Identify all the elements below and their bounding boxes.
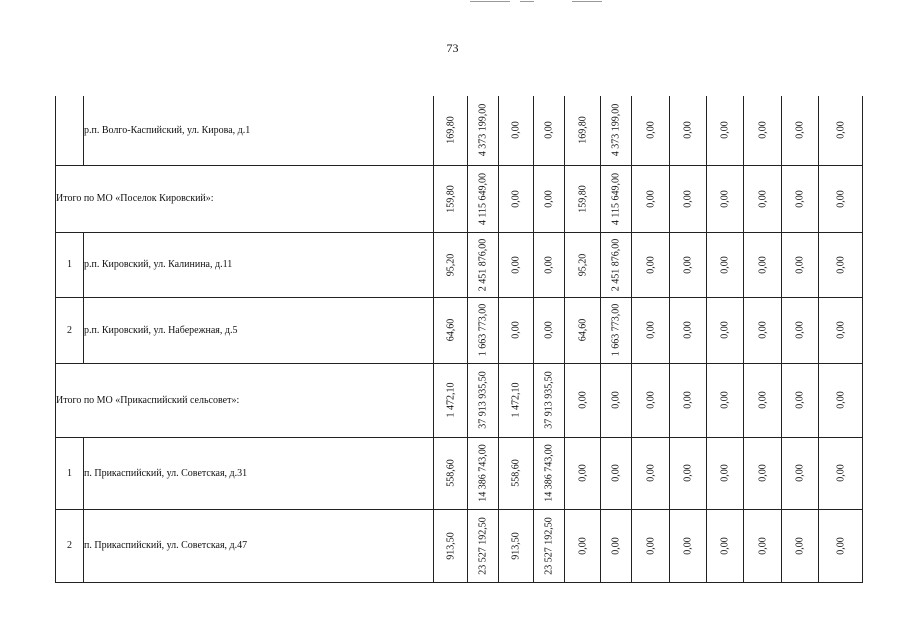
scan-mark-top [470, 1, 510, 2]
value-text: 0,00 [645, 189, 656, 208]
value-cell [434, 363, 468, 437]
value-cell [601, 232, 632, 297]
value-cell [534, 437, 565, 509]
value-cell [707, 297, 744, 363]
value-cell [534, 165, 565, 232]
value-text: 0,00 [510, 255, 522, 274]
value-text: 0,00 [757, 189, 768, 208]
value-cell [499, 96, 534, 165]
value-text: 0,00 [510, 189, 522, 208]
value-cell [819, 297, 863, 363]
value-text: 37 913 935,50 [477, 371, 489, 429]
value-text: 0,00 [719, 321, 731, 339]
value-text: 0,00 [794, 321, 806, 339]
value-text: 1 472,10 [510, 382, 522, 418]
value-text: 0,00 [510, 121, 522, 139]
value-text: 0,00 [645, 321, 656, 339]
value-cell [499, 437, 534, 509]
value-text: 0,00 [682, 464, 694, 482]
value-text: 169,80 [445, 116, 456, 144]
value-cell [499, 509, 534, 582]
table-row [56, 509, 863, 582]
value-cell [601, 96, 632, 165]
value-cell [468, 232, 499, 297]
value-text: 0,00 [794, 121, 806, 139]
scan-mark-top [520, 1, 534, 2]
table-body [56, 96, 863, 582]
value-text: 0,00 [682, 321, 694, 339]
value-cell [819, 363, 863, 437]
value-text: 4 115 649,00 [477, 172, 489, 225]
value-cell [744, 509, 782, 582]
value-cell [468, 96, 499, 165]
value-text: 169,80 [577, 116, 588, 144]
value-cell [782, 437, 819, 509]
table-row [56, 96, 863, 165]
value-cell [782, 232, 819, 297]
value-cell [565, 437, 601, 509]
value-cell [670, 437, 707, 509]
value-text: 0,00 [757, 255, 768, 274]
value-cell [819, 509, 863, 582]
value-cell [707, 363, 744, 437]
value-text: 0,00 [682, 121, 694, 139]
value-cell [782, 363, 819, 437]
value-text: 0,00 [510, 321, 522, 339]
value-text: 159,80 [577, 184, 588, 213]
value-cell [434, 96, 468, 165]
value-cell [468, 297, 499, 363]
value-text: 4 373 199,00 [477, 104, 489, 157]
value-cell [565, 509, 601, 582]
value-cell [744, 232, 782, 297]
address-cell: р.п. Волго-Каспийский, ул. Кирова, д.1 [84, 96, 434, 165]
value-text: 0,00 [794, 255, 806, 274]
value-text: 2 451 876,00 [477, 238, 489, 291]
value-text: 0,00 [794, 189, 806, 208]
value-cell [744, 96, 782, 165]
value-cell [670, 165, 707, 232]
value-text: 0,00 [757, 464, 768, 482]
value-text: 0,00 [719, 391, 731, 409]
value-text: 0,00 [682, 391, 694, 409]
value-cell [670, 363, 707, 437]
value-text: 0,00 [835, 189, 846, 208]
value-text: 0,00 [757, 536, 768, 555]
value-cell [434, 437, 468, 509]
value-text: 0,00 [757, 121, 768, 139]
value-cell [601, 363, 632, 437]
value-text: 0,00 [610, 391, 622, 409]
value-text: 0,00 [645, 464, 656, 482]
value-cell [468, 363, 499, 437]
value-text: 4 373 199,00 [610, 104, 622, 157]
total-label: Итого по МО «Поселок Кировский»: [56, 165, 434, 232]
value-text: 0,00 [835, 536, 846, 555]
value-cell [632, 232, 670, 297]
value-cell [434, 297, 468, 363]
value-text: 159,80 [445, 184, 456, 213]
table-row [56, 437, 863, 509]
value-cell [632, 437, 670, 509]
value-cell [632, 96, 670, 165]
address-cell: п. Прикаспийский, ул. Советская, д.31 [84, 437, 434, 509]
data-table [55, 96, 863, 583]
value-text: 0,00 [645, 536, 656, 555]
value-text: 0,00 [645, 255, 656, 274]
value-cell [565, 96, 601, 165]
value-text: 95,20 [445, 253, 456, 276]
value-cell [632, 165, 670, 232]
value-cell [534, 509, 565, 582]
value-text: 64,60 [577, 318, 588, 342]
value-cell [434, 509, 468, 582]
value-cell [819, 165, 863, 232]
value-text: 95,20 [577, 253, 588, 276]
value-cell [565, 232, 601, 297]
value-text: 0,00 [719, 536, 731, 555]
value-text: 0,00 [835, 464, 846, 482]
address-cell: р.п. Кировский, ул. Набережная, д.5 [84, 297, 434, 363]
value-text: 14 386 743,00 [477, 444, 489, 502]
value-cell [601, 297, 632, 363]
value-cell [707, 509, 744, 582]
value-text: 913,50 [510, 531, 522, 560]
value-cell [707, 165, 744, 232]
value-text: 0,00 [543, 255, 555, 274]
row-number [56, 96, 84, 165]
value-text: 0,00 [645, 391, 656, 409]
value-text: 0,00 [835, 121, 846, 139]
value-cell [601, 509, 632, 582]
value-text: 1 663 773,00 [610, 303, 622, 357]
table-row [56, 297, 863, 363]
value-cell [744, 297, 782, 363]
value-text: 64,60 [445, 318, 456, 342]
value-text: 0,00 [719, 121, 731, 139]
value-cell [707, 437, 744, 509]
page-number: 73 [446, 41, 459, 55]
value-text: 0,00 [757, 321, 768, 339]
value-cell [632, 363, 670, 437]
table-row-total [56, 165, 863, 232]
value-cell [601, 437, 632, 509]
value-cell [819, 96, 863, 165]
value-text: 0,00 [719, 255, 731, 274]
value-cell [499, 232, 534, 297]
value-cell [565, 363, 601, 437]
value-text: 23 527 192,50 [543, 516, 555, 575]
value-text: 0,00 [835, 321, 846, 339]
value-cell [819, 232, 863, 297]
value-cell [670, 509, 707, 582]
address-cell: р.п. Кировский, ул. Калинина, д.11 [84, 232, 434, 297]
value-text: 0,00 [835, 391, 846, 409]
value-text: 0,00 [682, 189, 694, 208]
scan-mark-top [572, 1, 602, 2]
value-cell [670, 297, 707, 363]
value-cell [782, 297, 819, 363]
value-text: 913,50 [445, 531, 456, 560]
value-cell [707, 232, 744, 297]
value-cell [782, 96, 819, 165]
total-label: Итого по МО «Прикаспийский сельсовет»: [56, 363, 434, 437]
value-text: 0,00 [794, 464, 806, 482]
value-cell [744, 363, 782, 437]
value-cell [468, 165, 499, 232]
value-cell [499, 363, 534, 437]
value-cell [819, 437, 863, 509]
value-text: 0,00 [682, 536, 694, 555]
value-text: 0,00 [645, 121, 656, 139]
value-cell [632, 297, 670, 363]
value-text: 37 913 935,50 [543, 371, 555, 429]
value-text: 558,60 [510, 459, 522, 487]
value-cell [565, 165, 601, 232]
value-cell [434, 232, 468, 297]
value-cell [670, 232, 707, 297]
value-text: 0,00 [757, 391, 768, 409]
value-text: 0,00 [794, 536, 806, 555]
value-text: 0,00 [543, 189, 555, 208]
table-row-total [56, 363, 863, 437]
value-text: 0,00 [577, 464, 588, 482]
value-cell [534, 96, 565, 165]
value-cell [468, 509, 499, 582]
table-row [56, 232, 863, 297]
value-text: 0,00 [610, 464, 622, 482]
row-number: 1 [56, 437, 84, 509]
value-cell [565, 297, 601, 363]
value-cell [744, 437, 782, 509]
value-cell [782, 165, 819, 232]
value-cell [434, 165, 468, 232]
value-text: 0,00 [835, 255, 846, 274]
value-text: 0,00 [719, 189, 731, 208]
value-cell [499, 165, 534, 232]
value-text: 23 527 192,50 [477, 516, 489, 575]
value-text: 0,00 [543, 321, 555, 339]
row-number: 1 [56, 232, 84, 297]
row-number: 2 [56, 509, 84, 582]
row-number: 2 [56, 297, 84, 363]
value-cell [468, 437, 499, 509]
value-text: 14 386 743,00 [543, 444, 555, 502]
value-text: 0,00 [577, 391, 588, 409]
value-cell [534, 363, 565, 437]
address-cell: п. Прикаспийский, ул. Советская, д.47 [84, 509, 434, 582]
value-cell [670, 96, 707, 165]
value-cell [534, 297, 565, 363]
value-text: 0,00 [543, 121, 555, 139]
value-text: 1 472,10 [445, 382, 456, 418]
value-text: 0,00 [794, 391, 806, 409]
value-text: 0,00 [577, 536, 588, 555]
value-cell [744, 165, 782, 232]
value-text: 4 115 649,00 [610, 172, 622, 225]
value-cell [499, 297, 534, 363]
value-cell [782, 509, 819, 582]
value-cell [534, 232, 565, 297]
value-text: 1 663 773,00 [477, 303, 489, 357]
value-cell [707, 96, 744, 165]
value-text: 2 451 876,00 [610, 238, 622, 291]
value-text: 0,00 [610, 536, 622, 555]
value-text: 558,60 [445, 459, 456, 487]
value-text: 0,00 [682, 255, 694, 274]
value-cell [632, 509, 670, 582]
value-text: 0,00 [719, 464, 731, 482]
value-cell [601, 165, 632, 232]
